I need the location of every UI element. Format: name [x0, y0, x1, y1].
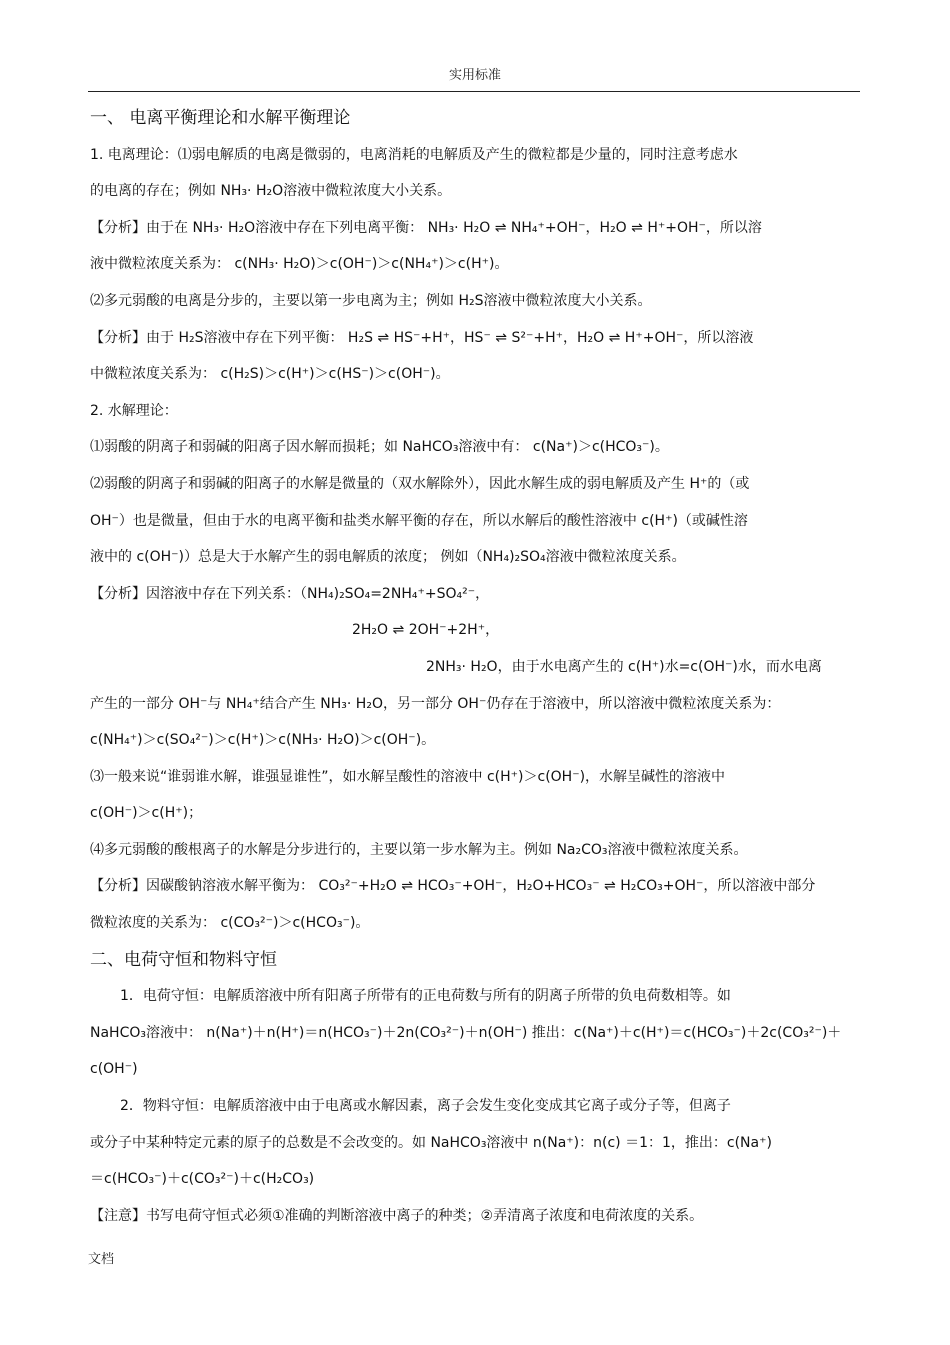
- paragraph-line: 1. 电离理论：⑴弱电解质的电离是微弱的，电离消耗的电解质及产生的微粒都是少量的，同时注意考虑水: [90, 146, 738, 163]
- paragraph-line: 【分析】因溶液中存在下列关系：（NH₄)₂SO₄=2NH₄⁺+SO₄²⁻，: [90, 585, 490, 602]
- page-header: 实用标准: [448, 68, 501, 83]
- paragraph-line: 的电离的存在；例如 NH₃· H₂O溶液中微粒浓度大小关系。: [90, 183, 452, 200]
- section-heading: 一、 电离平衡理论和水解平衡理论: [90, 108, 351, 128]
- paragraph-line: 液中微粒浓度关系为： c(NH₃· H₂O)＞c(OH⁻)＞c(NH₄⁺)＞c(H⁺)。: [90, 256, 509, 273]
- paragraph-line: c(OH⁻)＞c(H⁺)；: [90, 805, 203, 822]
- paragraph-line: c(NH₄⁺)＞c(SO₄²⁻)＞c(H⁺)＞c(NH₃· H₂O)＞c(OH⁻)。: [90, 732, 436, 749]
- paragraph-line: ＝c(HCO₃⁻)＋c(CO₃²⁻)＋c(H₂CO₃): [90, 1171, 315, 1188]
- document-body: [90, 100, 860, 1234]
- paragraph-line: NaHCO₃溶液中： n(Na⁺)＋n(H⁺)＝n(HCO₃⁻)＋2n(CO₃²⁻)＋n(OH⁻) 推出：c(Na⁺)＋c(H⁺)＝c(HCO₃⁻)＋2c(CO₃²⁻)＋: [90, 1024, 842, 1041]
- paragraph-line: 2．物料守恒：电解质溶液中由于电离或水解因素，离子会发生变化变成其它离子或分子等，但离子: [120, 1098, 731, 1115]
- paragraph-line: 微粒浓度的关系为： c(CO₃²⁻)＞c(HCO₃⁻)。: [90, 915, 370, 932]
- paragraph-line: OH⁻）也是微量，但由于水的电离平衡和盐类水解平衡的存在，所以水解后的酸性溶液中 c(H⁺)（或碱性溶: [90, 512, 748, 529]
- paragraph-line: ⑷多元弱酸的酸根离子的水解是分步进行的，主要以第一步水解为主。例如 Na₂CO₃溶液中微粒浓度关系。: [90, 841, 748, 858]
- section-heading: 二、电荷守恒和物料守恒: [90, 949, 277, 970]
- paragraph-line: 中微粒浓度关系为： c(H₂S)＞c(H⁺)＞c(HS⁻)＞c(OH⁻)。: [90, 366, 450, 383]
- paragraph-line: ⑵弱酸的阴离子和弱碱的阳离子的水解是微量的（双水解除外），因此水解生成的弱电解质及产生 H⁺的（或: [90, 475, 750, 492]
- paragraph-line: ⑶一般来说“谁弱谁水解，谁强显谁性”，如水解呈酸性的溶液中 c(H⁺)＞c(OH⁻)，水解呈碱性的溶液中: [90, 768, 726, 785]
- header-rule: [88, 91, 860, 92]
- paragraph-line: 1．电荷守恒：电解质溶液中所有阳离子所带有的正电荷数与所有的阴离子所带的负电荷数相等。如: [120, 988, 731, 1005]
- note-line: 【注意】书写电荷守恒式必须①准确的判断溶液中离子的种类；②弄清离子浓度和电荷浓度的关系。: [90, 1207, 704, 1224]
- paragraph-line: c(OH⁻): [90, 1061, 138, 1078]
- paragraph-line: ⑴弱酸的阴离子和弱碱的阳离子因水解而损耗；如 NaHCO₃溶液中有： c(Na⁺)＞c(HCO₃⁻)。: [90, 439, 669, 456]
- paragraph-line: 【分析】因碳酸钠溶液水解平衡为： CO₃²⁻+H₂O ⇌ HCO₃⁻+OH⁻，H₂O+HCO₃⁻ ⇌ H₂CO₃+OH⁻，所以溶液中部分: [90, 878, 816, 895]
- paragraph-line: 液中的 c(OH⁻)）总是大于水解产生的弱电解质的浓度； 例如（NH₄)₂SO₄溶液中微粒浓度关系。: [90, 549, 686, 566]
- paragraph-line: 【分析】由于 H₂S溶液中存在下列平衡： H₂S ⇌ HS⁻+H⁺，HS⁻ ⇌ S²⁻+H⁺，H₂O ⇌ H⁺+OH⁻，所以溶液: [90, 329, 754, 346]
- paragraph-line: 【分析】由于在 NH₃· H₂O溶液中存在下列电离平衡： NH₃· H₂O ⇌ NH₄⁺+OH⁻，H₂O ⇌ H⁺+OH⁻，所以溶: [90, 219, 762, 236]
- paragraph-line: ⑵多元弱酸的电离是分步的，主要以第一步电离为主；例如 H₂S溶液中微粒浓度大小关系。: [90, 292, 652, 309]
- paragraph-line: 产生的一部分 OH⁻与 NH₄⁺结合产生 NH₃· H₂O，另一部分 OH⁻仍存在于溶液中，所以溶液中微粒浓度关系为：: [90, 695, 781, 712]
- paragraph-line: 或分子中某种特定元素的原子的总数是不会改变的。如 NaHCO₃溶液中 n(Na⁺)：n(c) ＝1：1，推出：c(Na⁺): [90, 1134, 772, 1151]
- page-footer: 文档: [88, 1252, 115, 1267]
- equation-line: 2H₂O ⇌ 2OH⁻+2H⁺，: [352, 622, 500, 639]
- equation-line: 2NH₃· H₂O，由于水电离产生的 c(H⁺)水=c(OH⁻)水，而水电离: [426, 658, 822, 675]
- paragraph-line: 2. 水解理论：: [90, 402, 178, 419]
